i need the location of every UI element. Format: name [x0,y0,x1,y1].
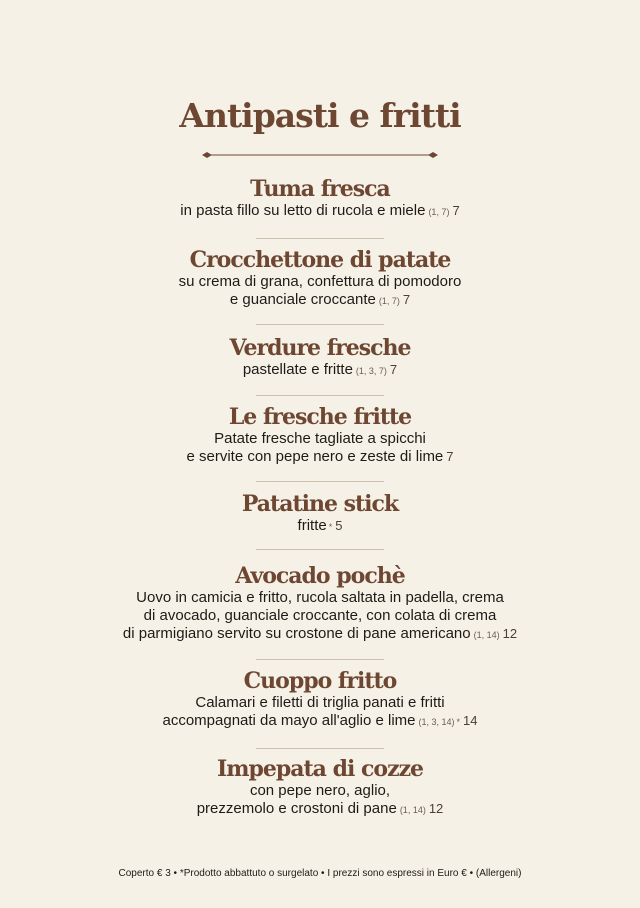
description-text: Patate fresche tagliate a spicchi [214,430,426,447]
item-name: Crocchettone di patate [189,247,451,273]
allergen-codes: (1, 7) [378,296,400,306]
menu-item [0,404,640,466]
item-description [0,589,640,644]
description-text: su crema di grana, confettura di pomodoro [178,273,462,290]
item-name: Le fresche fritte [228,404,412,430]
menu-item [0,247,640,310]
menu-item [0,668,640,731]
description-text: fritte [297,517,327,534]
item-description [0,782,640,819]
item-name: Tuma fresca [250,176,390,202]
allergen-codes: (1, 3, 7) [355,366,387,376]
item-separator [256,238,384,239]
page-title: Antipasti e fritti [179,96,461,135]
item-price: 7 [446,449,454,464]
title-divider-ornament [200,149,440,161]
description-text: di avocado, guanciale croccante, con colata di crema [143,607,497,624]
description-text: Uovo in camicia e fritto, rucola saltata in padella, crema [136,589,504,606]
item-description [0,694,640,731]
item-price: 5 [335,518,343,533]
item-separator [256,481,384,482]
description-text: Calamari e filetti di triglia panati e fritti [195,694,445,711]
item-separator [256,748,384,749]
item-separator [256,324,384,325]
item-description [0,202,640,221]
item-price: 14 [463,713,478,728]
item-price: 12 [502,626,518,641]
menu-footer: Coperto € 3 • *Prodotto abbattuto o surgelato • I prezzi sono espressi in Euro € • (Allergeni) [118,868,522,879]
item-name: Patatine stick [241,491,399,517]
description-line [0,517,640,536]
allergen-codes: (1, 14) [473,630,500,640]
allergen-codes: (1, 7) [428,207,450,217]
menu-item [0,756,640,819]
description-line [0,589,640,607]
description-line [0,291,640,310]
item-separator [256,659,384,660]
description-text: e guanciale croccante [229,291,376,308]
frozen-product-mark: * [456,717,461,727]
item-description [0,517,640,536]
frozen-product-mark: * [328,522,333,532]
item-price: 7 [389,362,398,377]
allergen-codes: (1, 14) [399,805,426,815]
description-line [0,607,640,625]
description-text: accompagnati da mayo all'aglio e lime [162,712,416,729]
item-price: 7 [452,203,460,218]
description-text: in pasta fillo su letto di rucola e miele [180,202,426,219]
item-description [0,430,640,466]
item-description [0,273,640,310]
item-price: 12 [428,801,444,816]
description-line [0,712,640,731]
menu-item [0,563,640,644]
item-name: Cuoppo fritto [243,668,397,694]
description-text: pastellate e fritte [242,361,353,378]
allergen-codes: (1, 3, 14) [418,717,455,727]
description-line [0,202,640,221]
item-separator [256,549,384,550]
description-line [0,430,640,448]
description-line [0,448,640,466]
menu-item [0,335,640,380]
description-text: di parmigiano servito su crostone di pane americano [122,625,471,642]
description-line [0,361,640,380]
description-text: con pepe nero, aglio, [249,782,391,799]
description-line [0,273,640,291]
description-line [0,782,640,800]
description-line [0,625,640,644]
description-text: prezzemolo e crostoni di pane [196,800,397,817]
item-name: Verdure fresche [229,335,411,361]
menu-item [0,176,640,221]
description-line [0,694,640,712]
description-text: e servite con pepe nero e zeste di lime [186,448,444,465]
item-price: 7 [402,292,411,307]
menu-item [0,491,640,536]
item-description [0,361,640,380]
item-name: Impepata di cozze [216,756,424,782]
item-separator [256,395,384,396]
description-line [0,800,640,819]
item-name: Avocado pochè [235,563,405,589]
